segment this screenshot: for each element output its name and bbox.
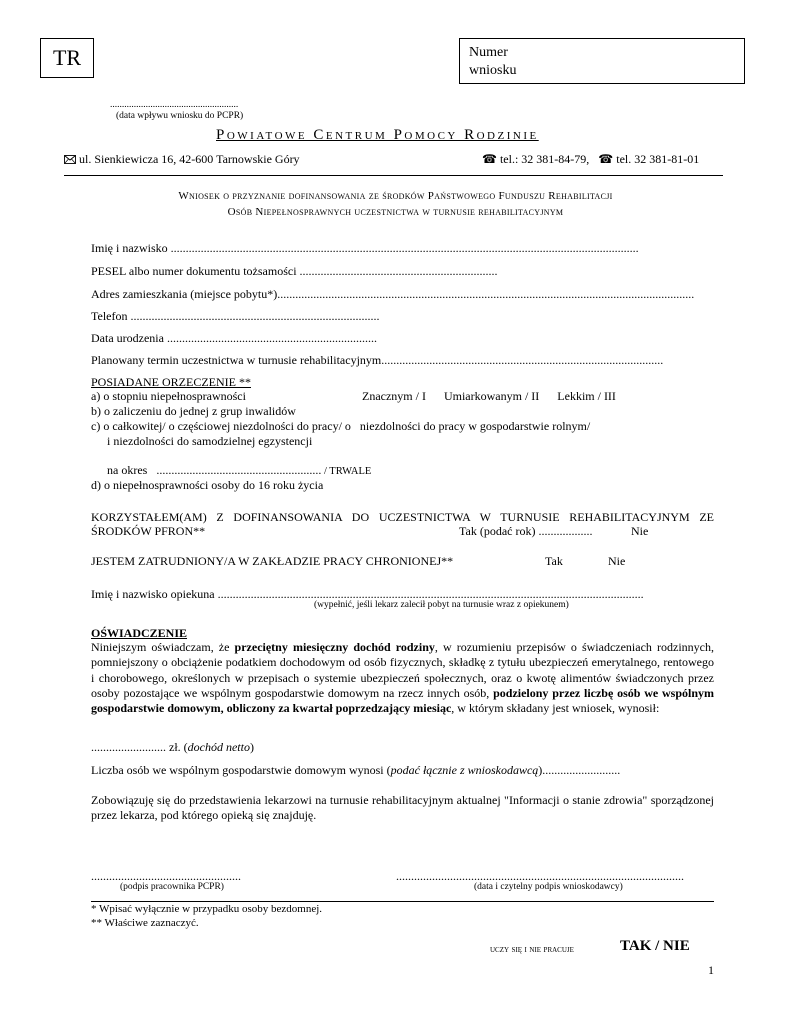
zatrudniony-tak[interactable]: Tak [545,554,563,568]
address-text: ul. Sienkiewicza 16, 42-600 Tarnowskie Góry [79,152,300,166]
birthdate-field[interactable]: Data urodzenia ...................................................................... [91,331,377,345]
uczy-label: uczy się i nie pracuje [490,944,574,955]
name-field[interactable]: Imię i nazwisko ............................................................................................................................................................ [91,241,639,255]
form-title-line1: Wniosek o przyznanie dofinansowania ze środków Państwowego Funduszu Rehabilitacji [178,190,613,202]
phone-field[interactable]: Telefon ................................................................................... [91,309,380,323]
left-signature-dots[interactable]: .................................................. [91,869,241,883]
orzeczenie-c-cont: i niezdolności do samodzielnej egzystencji [107,434,313,448]
persons-dots[interactable]: ).......................... [538,763,621,777]
orzeczenie-c[interactable]: c) o całkowitej/ o częściowej niezdolności do pracy/ o niezdolności do pracy w gospodarstwie rolnym/ [91,419,591,433]
header-divider [64,175,723,176]
phone-icon: ☎ [482,152,497,166]
page-number: 1 [708,963,714,977]
opiekun-caption: (wypełnić, jeśli lekarz zalecił pobyt na turnusie wraz z opiekunem) [314,600,569,610]
address-field[interactable]: Adres zamieszkania (miejsce pobytu*)........................................................................................................................................... [91,287,695,301]
tak-nie-choice[interactable]: TAK / NIE [620,938,690,954]
income-dots[interactable]: ......................... zł. ( [91,740,188,754]
korzystal-nie[interactable]: Nie [631,524,649,538]
right-signature-caption: (data i czytelny podpis wnioskodawcy) [474,882,623,892]
opiekun-field[interactable]: Imię i nazwisko opiekuna .............................................................................................................................................. [91,587,644,601]
osw-text-a: Niniejszym oświadczam, że [91,640,235,654]
tr-box [40,38,94,78]
term-field[interactable]: Planowany termin uczestnictwa w turnusie rehabilitacyjnym.............................................................................................. [91,353,664,367]
orzeczenie-heading: POSIADANE ORZECZENIE ** [91,375,251,389]
phone1-text: tel.: 32 381-84-79, [499,152,590,166]
orzeczenie-a[interactable]: a) o stopniu niepełnosprawności [91,389,246,403]
korzystal-line2: ŚRODKÓW PFRON** [91,524,206,538]
zatrudniony-nie[interactable]: Nie [608,554,626,568]
osw-bold-income: przeciętny miesięczny dochód rodziny [234,640,435,654]
orzeczenie-a-levels[interactable]: Znacznym / I Umiarkowanym / II Lekkim / III [362,389,616,403]
osw-bold-divided: podzielony przez liczbę osób we wspólnym gospodarstwie domowym, obliczony za kwartał poprzedzający miesiąc [91,685,715,716]
income-line[interactable] [91,740,254,755]
envelope-icon [64,152,76,167]
numer-label: Numer [469,45,508,60]
left-signature-caption: (podpis pracownika PCPR) [120,882,224,892]
phone-icon: ☎ [598,152,614,166]
date-dots[interactable]: ...................................................... [110,100,239,110]
osw-text-e: , w którym składany jest wniosek, wynosił: [451,701,660,716]
numer-wniosku-box[interactable] [459,38,745,84]
zatrudniony-label: JESTEM ZATRUDNIONY/A W ZAKŁADZIE PRACY CHRONIONEJ** [91,554,454,568]
osw-text-c: , w rozumieniu przepisów o świadczeniach rodzinnych, pomniejszony o obciążenie podatkiem dochodowym od osób fizycznych, składkę z tytułu ubezpieczeń emerytalnego, rentowego i chorobowego, określonych w przepisach o systemie ubezpieczeń społecznych, oraz o kwotę alimentów świadczonych przez osoby pozostające we wspólnym gospodarstwie domowym na rzecz innych osób, [91,640,714,700]
orzeczenie-d[interactable]: d) o niepełnosprawności osoby do 16 roku życia [91,478,324,492]
phone2-text: tel. 32 381-81-01 [616,152,700,166]
persons-italic: podać łącznie z wnioskodawcą [390,763,539,777]
okres-label: na okres [107,463,148,477]
income-close: ) [249,740,254,754]
tr-label: TR [52,45,82,70]
persons-text: Liczba osób we wspólnym gospodarstwie domowym wynosi ( [91,763,391,777]
right-signature-dots[interactable]: ................................................................................................ [396,869,684,883]
orzeczenie-b[interactable]: b) o zaliczeniu do jednej z grup inwalidów [91,404,296,418]
oswiadczenie-heading: OŚWIADCZENIE [91,626,188,640]
korzystal-line1: KORZYSTAŁEM(AM) Z DOFINANSOWANIA DO UCZESTNICTWA W TURNUSIE REHABILITACYJNYM ZE [91,510,714,524]
pesel-field[interactable]: PESEL albo numer dokumentu tożsamości .................................................................. [91,264,498,278]
form-title-line2: Osób Niepełnosprawnych uczestnictwa w turnusie rehabilitacyjnym [227,206,564,218]
health-info-paragraph: Zobowiązuję się do przedstawienia lekarzowi na turnusie rehabilitacyjnym aktualnej "Informacji o stanie zdrowia" sporządzonej przez lekarza, pod którego opieką się znajduję. [91,793,714,823]
okres-trwale[interactable]: / TRWALE [321,466,372,477]
footnote-divider [91,901,714,902]
okres-line[interactable] [107,463,371,478]
address-line [64,152,300,167]
oswiadczenie-paragraph [91,640,714,716]
persons-line[interactable] [91,763,620,778]
footnote-2: ** Właściwe zaznaczyć. [91,917,199,929]
phone-line [482,152,699,167]
institution-name: Powiatowe Centrum Pomocy Rodzinie [216,127,539,143]
footnote-1: * Wpisać wyłącznie w przypadku osoby bezdomnej. [91,903,323,915]
wniosku-label: wniosku [469,63,517,78]
korzystal-tak[interactable]: Tak (podać rok) .................. [459,524,593,538]
income-italic: dochód netto [187,740,250,754]
date-caption: (data wpływu wniosku do PCPR) [116,111,244,121]
okres-dots[interactable]: ....................................................... [156,463,322,477]
